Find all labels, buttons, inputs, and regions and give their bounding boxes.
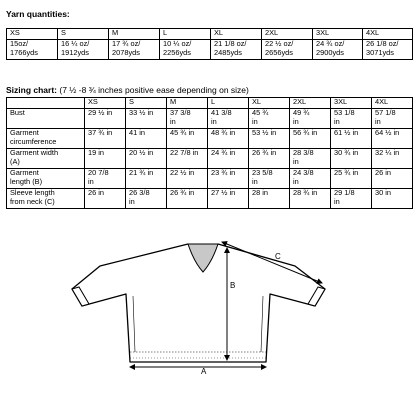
yarn-size-header: M [109,29,160,40]
yarn-quantity-row [7,40,413,60]
label-line-1: Garment [10,168,39,177]
sizing-chart-title: Sizing chart: [6,85,58,95]
yarn-oz: 24 ¾ oz/ [316,39,345,48]
yarn-oz: 17 ¾ oz/ [112,39,141,48]
sizing-value-cell [290,189,331,209]
neckline-shape [188,244,218,272]
sizing-value-cell [249,169,290,189]
value-line-1: 30 ¾ in [334,148,359,157]
yarn-oz: 15oz/ [10,39,29,48]
value-line-1: 22 ½ in [170,168,195,177]
value-line-1: 26 3/8 [129,188,150,197]
value-line-1: 53 1/8 [334,108,355,117]
sizing-row-label [7,149,85,169]
sizing-value-cell [208,169,249,189]
value-line-1: 28 in [252,188,269,197]
yarn-quantities-table [6,28,413,60]
sizing-value-cell [249,129,290,149]
value-line-1: 27 ½ in [211,188,236,197]
value-line-2: in [170,116,176,126]
value-line-2: in [334,196,340,206]
value-line-2: in [252,176,258,186]
value-line-1: 41 3/8 [211,108,232,117]
sizing-value-cell [290,129,331,149]
yarn-yds: 2485yds [214,47,242,57]
sizing-value-cell [290,149,331,169]
yarn-quantity-cell [58,40,109,60]
right-side-rib [261,296,263,352]
sizing-row-length [7,169,413,189]
value-line-1: 49 ¾ [293,108,310,117]
value-line-1: 32 ¼ in [375,148,400,157]
right-cuff [308,287,325,306]
sizing-value-cell [167,129,208,149]
value-line-1: 19 in [88,148,105,157]
label-line-2: (A) [10,156,20,166]
value-line-1: 48 ¾ in [211,128,236,137]
left-side-rib [133,296,135,352]
yarn-quantity-cell [363,40,413,60]
yarn-quantity-cell [313,40,363,60]
value-line-2: in [293,116,299,126]
value-line-1: 64 ½ in [375,128,400,137]
value-line-2: in [88,176,94,186]
sizing-row-label [7,189,85,209]
sizing-row-sleeve [7,189,413,209]
value-line-1: 61 ½ in [334,128,359,137]
value-line-1: 21 ¾ in [129,168,154,177]
sizing-row-label [7,169,85,189]
sizing-size-header: 3XL [331,98,372,109]
sizing-value-cell [167,189,208,209]
value-line-1: 26 ¾ in [252,148,277,157]
sizing-value-cell [331,149,372,169]
yarn-oz: 22 ½ oz/ [265,39,294,48]
yarn-quantity-cell [211,40,262,60]
sizing-size-header: XS [85,98,126,109]
value-line-1: 22 7/8 in [170,148,199,157]
sizing-size-header: S [126,98,167,109]
sizing-chart-subtitle: (7 ½ -8 ¾ inches positive ease depending on size) [57,85,249,95]
value-line-1: 23 ¾ in [211,168,236,177]
value-line-1: 26 in [375,168,392,177]
value-line-1: 28 ¾ in [293,188,318,197]
sizing-value-cell [85,169,126,189]
sizing-value-cell [372,189,413,209]
sizing-value-cell [167,109,208,129]
value-line-1: 45 ¾ in [170,128,195,137]
label-c: C [275,252,281,261]
sizing-size-header: 2XL [290,98,331,109]
yarn-yds: 2656yds [265,47,293,57]
sizing-value-cell [126,149,167,169]
label-line-2: length (B) [10,176,43,186]
yarn-quantities-heading: Yarn quantities: [6,9,70,19]
yarn-quantity-cell [109,40,160,60]
sizing-chart-table [6,97,413,209]
sizing-row-label [7,129,85,149]
yarn-size-header: XS [7,29,58,40]
sizing-size-header: M [167,98,208,109]
yarn-yds: 1766yds [10,47,38,57]
yarn-size-header: L [160,29,211,40]
yarn-size-header: 3XL [313,29,363,40]
sizing-row-bust [7,109,413,129]
sleeve-dimension-line [222,242,322,283]
value-line-1: 20 7/8 [88,168,109,177]
sizing-size-header: XL [249,98,290,109]
value-line-1: 23 5/8 [252,168,273,177]
label-line-1: Sleeve length [10,188,55,197]
label-line-2: circumference [10,136,57,146]
value-line-1: 29 ½ in [88,108,113,117]
value-line-1: 26 in [88,188,105,197]
yarn-size-header: XL [211,29,262,40]
sizing-row-width [7,149,413,169]
yarn-quantity-cell [262,40,313,60]
sizing-value-cell [126,129,167,149]
yarn-yds: 2900yds [316,47,344,57]
value-line-2: in [211,116,217,126]
yarn-yds: 1912yds [61,47,89,57]
value-line-2: in [375,116,381,126]
yarn-yds: 3071yds [366,47,394,57]
yarn-oz: 21 1/8 oz/ [214,39,247,48]
yarn-quantity-cell [160,40,211,60]
value-line-1: 53 ½ in [252,128,277,137]
sizing-value-cell [290,169,331,189]
yarn-size-header: S [58,29,109,40]
yarn-oz: 16 ¼ oz/ [61,39,90,48]
value-line-2: in [129,196,135,206]
sweater-schematic [60,234,360,374]
sizing-value-cell [208,109,249,129]
value-line-1: 57 1/8 [375,108,396,117]
sizing-value-cell [249,189,290,209]
yarn-quantity-cell [7,40,58,60]
sizing-value-cell [85,109,126,129]
value-line-1: 25 ¾ in [334,168,359,177]
sizing-chart-heading [6,85,249,95]
value-line-1: 41 in [129,128,146,137]
sizing-value-cell [85,189,126,209]
sizing-value-cell [126,189,167,209]
left-cuff [72,287,89,306]
sizing-value-cell [372,169,413,189]
value-line-2: in [293,176,299,186]
yarn-size-header: 2XL [262,29,313,40]
sizing-value-cell [372,109,413,129]
yarn-oz: 26 1/8 oz/ [366,39,399,48]
sizing-value-cell [167,169,208,189]
value-line-1: 37 3/8 [170,108,191,117]
value-line-2: in [334,116,340,126]
value-line-1: 28 3/8 [293,148,314,157]
sizing-value-cell [372,129,413,149]
sizing-value-cell [331,109,372,129]
label-a: A [201,367,207,374]
value-line-1: 56 ¾ in [293,128,318,137]
sizing-value-cell [249,149,290,169]
value-line-2: in [252,116,258,126]
yarn-size-header-row [7,29,413,40]
sizing-corner-cell [7,98,85,109]
value-line-2: in [293,156,299,166]
yarn-yds: 2078yds [112,47,140,57]
value-line-1: 26 ¾ in [170,188,195,197]
sizing-value-cell [331,129,372,149]
label-line-1: Bust [10,108,25,117]
label-line-1: Garment [10,128,39,137]
sizing-value-cell [208,189,249,209]
sizing-value-cell [372,149,413,169]
sizing-size-header: 4XL [372,98,413,109]
sizing-value-cell [85,129,126,149]
sizing-value-cell [167,149,208,169]
value-line-1: 29 1/8 [334,188,355,197]
sizing-row-label [7,109,85,129]
sizing-header-row [7,98,413,109]
value-line-1: 20 ½ in [129,148,154,157]
sizing-value-cell [249,109,290,129]
label-line-1: Garment width [10,148,59,157]
sizing-value-cell [208,149,249,169]
value-line-1: 37 ¾ in [88,128,113,137]
value-line-1: 24 3/8 [293,168,314,177]
sizing-row-circumference [7,129,413,149]
sizing-value-cell [331,189,372,209]
yarn-oz: 10 ¼ oz/ [163,39,192,48]
value-line-1: 45 ¾ [252,108,269,117]
sizing-value-cell [85,149,126,169]
value-line-1: 24 ¾ in [211,148,236,157]
sizing-value-cell [290,109,331,129]
sizing-size-header: L [208,98,249,109]
label-line-2: from neck (C) [10,196,55,206]
value-line-1: 30 in [375,188,392,197]
sizing-value-cell [208,129,249,149]
sizing-value-cell [126,109,167,129]
yarn-size-header: 4XL [363,29,413,40]
yarn-yds: 2256yds [163,47,191,57]
label-b: B [230,281,236,290]
value-line-1: 33 ½ in [129,108,154,117]
sizing-value-cell [126,169,167,189]
sizing-value-cell [331,169,372,189]
